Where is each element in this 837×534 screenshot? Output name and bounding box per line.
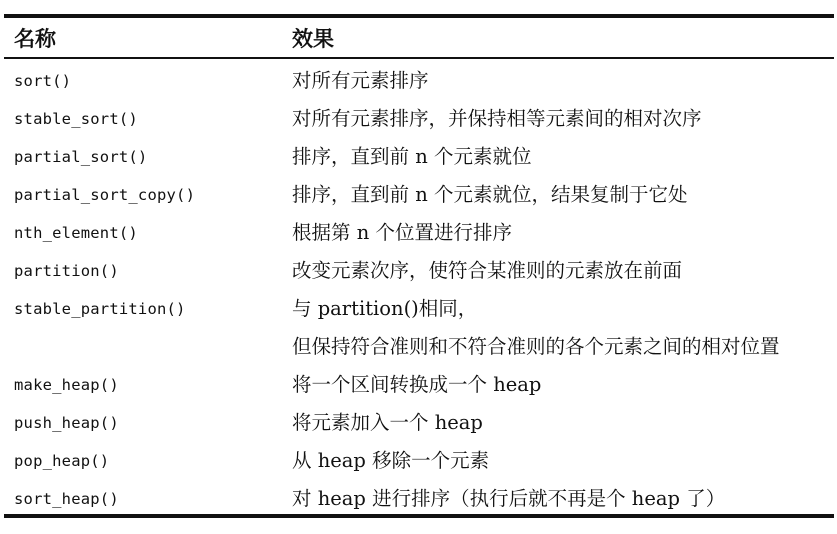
algorithm-name: push_heap() [14, 414, 119, 432]
algorithm-effect: 将一个区间转换成一个 heap [292, 373, 542, 396]
table-row [0, 442, 837, 480]
algorithm-effect: 对 heap 进行排序（执行后就不再是个 heap 了） [292, 487, 726, 510]
algorithm-effect: 从 heap 移除一个元素 [292, 449, 490, 472]
algorithm-name: partial_sort() [14, 148, 148, 166]
algorithm-name: make_heap() [14, 376, 119, 394]
algorithm-effect: 改变元素次序，使符合某准则的元素放在前面 [292, 259, 683, 282]
table-row [0, 62, 837, 100]
algorithm-effect: 排序，直到前 n 个元素就位 [292, 145, 532, 168]
algorithm-effect: 根据第 n 个位置进行排序 [292, 221, 512, 244]
algorithm-effect: 对所有元素排序，并保持相等元素间的相对次序 [292, 107, 702, 130]
algorithm-effect: 对所有元素排序 [292, 69, 429, 92]
algorithm-effect: 将元素加入一个 heap [292, 411, 483, 434]
table-row [0, 480, 837, 518]
algorithm-name: pop_heap() [14, 452, 110, 470]
table-header-rule [4, 57, 834, 59]
table-row [0, 100, 837, 138]
algorithm-name: partial_sort_copy() [14, 186, 196, 204]
algorithm-name: stable_sort() [14, 110, 138, 128]
algorithm-name: sort_heap() [14, 490, 119, 508]
algorithm-name: nth_element() [14, 224, 138, 242]
algorithm-effect: 排序，直到前 n 个元素就位，结果复制于它处 [292, 183, 688, 206]
header-name: 名称 [14, 27, 56, 51]
table-body [0, 62, 837, 518]
table-bottom-rule [4, 514, 834, 518]
header-effect: 效果 [292, 27, 334, 51]
algorithm-name: stable_partition() [14, 300, 186, 318]
algorithm-name: partition() [14, 262, 119, 280]
algorithm-name: sort() [14, 72, 72, 90]
table-row [0, 176, 837, 214]
table-row [0, 290, 837, 366]
table-row [0, 404, 837, 442]
table-row [0, 214, 837, 252]
table-row [0, 138, 837, 176]
algorithm-effect: 与 partition()相同，但保持符合准则和不符合准则的各个元素之间的相对位置 [292, 297, 780, 358]
table-top-rule [4, 14, 834, 18]
table-row [0, 252, 837, 290]
table-row [0, 366, 837, 404]
